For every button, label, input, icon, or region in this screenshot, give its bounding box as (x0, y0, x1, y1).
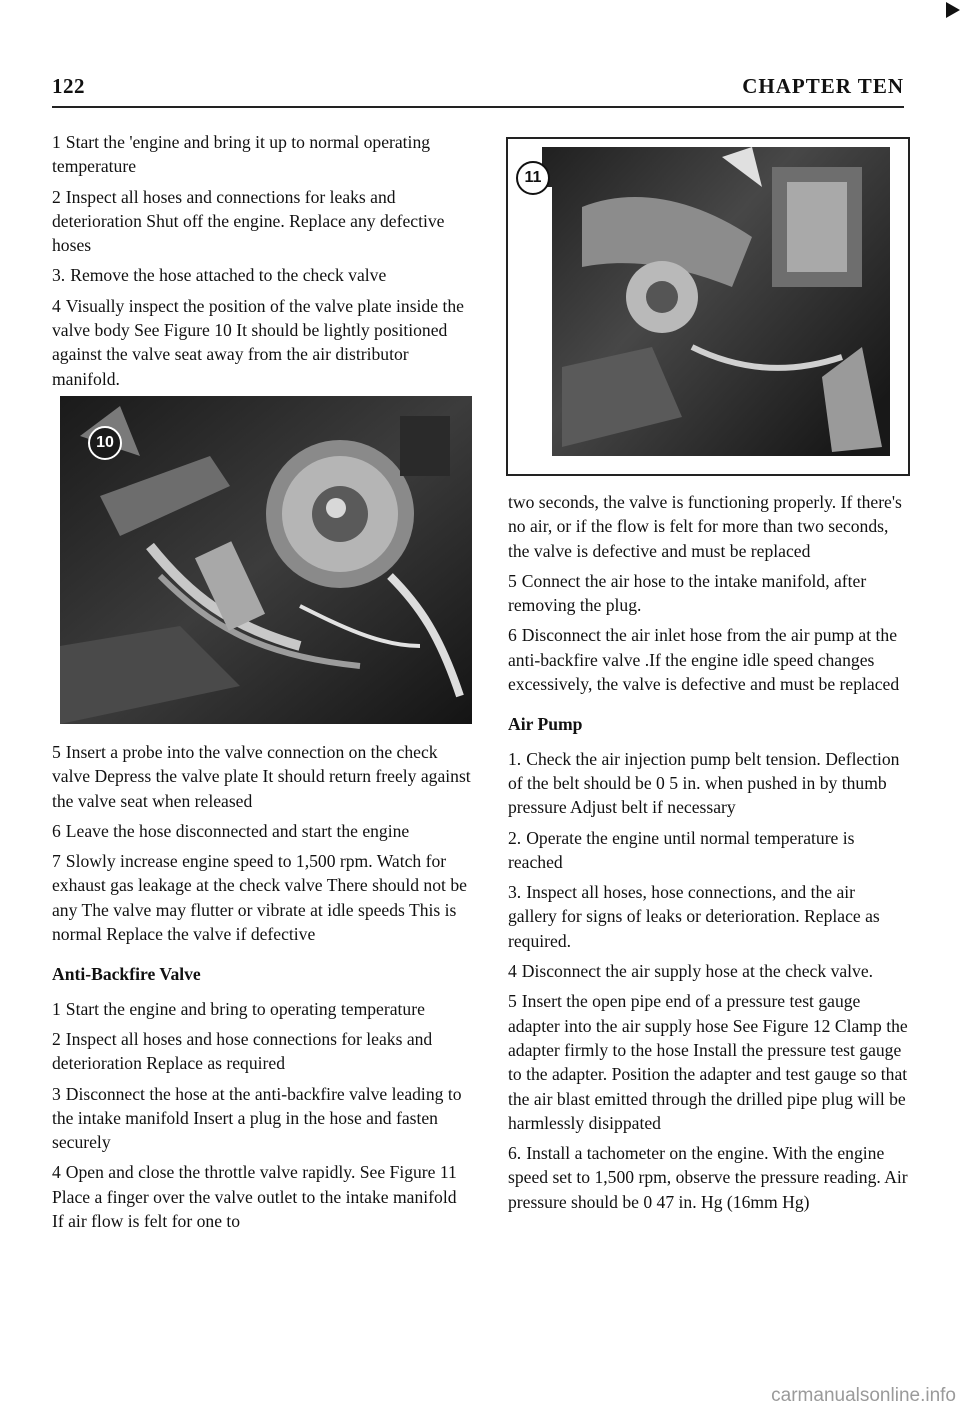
watermark: carmanualsonline.info (771, 1385, 956, 1406)
page-corner-marker (946, 2, 960, 18)
continued-paragraph: two seconds, the valve is functioning properly. If there's no air, or if the flow is felt for more than two seconds, the valve is defective and must be replaced (508, 492, 902, 561)
step-paragraph: 6 Disconnect the air inlet hose from the air pump at the anti-backfire valve .If the engine idle speed changes excessively, the valve is defective and must be replaced (508, 625, 900, 695)
step-paragraph: 4 Visually inspect the position of the valve plate inside the valve body See Figure 10 It should be lightly positioned against the valve seat away from the air distributor manifold. (52, 295, 464, 389)
figure-11-label: 11 (516, 161, 550, 195)
section-heading-air-pump: Air Pump (508, 714, 583, 735)
figure-10-label: 10 (88, 426, 122, 460)
step-paragraph: 3 Disconnect the hose at the anti-backfire valve leading to the intake manifold Insert a plug in the hose and fasten securely (52, 1083, 462, 1153)
left-column-top (52, 130, 472, 397)
left-column-bottom (52, 740, 472, 1239)
engine-photo-illustration (522, 147, 890, 456)
step-paragraph: 5 Insert the open pipe end of a pressure test gauge adapter into the air supply hose See Figure 12 Clamp the adapter firmly to the hose Install the pressure test gauge to the adapter. Position the adapter and test gauge so that the air blast emitted through the drilled pipe plug will be harmlessly disippated (508, 991, 908, 1133)
chapter-title: CHAPTER TEN (742, 74, 904, 98)
step-paragraph: 6 Leave the hose disconnected and start the engine (52, 820, 410, 841)
page-header (52, 74, 904, 108)
step-paragraph: 2 Inspect all hoses and connections for leaks and deterioration Shut off the engine. Replace any defective hoses (52, 186, 445, 256)
step-paragraph: 2 Inspect all hoses and hose connections for leaks and deterioration Replace as required (52, 1028, 433, 1074)
figure-10-photo (60, 396, 472, 724)
step-paragraph: 1 Start the engine and bring to operating temperature (52, 998, 425, 1019)
page-number: 122 (52, 74, 85, 98)
step-paragraph: 3. Inspect all hoses, hose connections, and the air gallery for signs of leaks or deterioration. Replace as required. (508, 882, 880, 951)
step-paragraph: 6. Install a tachometer on the engine. With the engine speed set to 1,500 rpm, observe the pressure reading. Air pressure should be 0 47 in. Hg (16mm Hg) (508, 1143, 908, 1212)
figure-11-image (522, 147, 894, 460)
step-paragraph: 2. Operate the engine until normal temperature is reached (508, 827, 855, 872)
step-paragraph: 5 Insert a probe into the valve connection on the check valve Depress the valve plate It should return freely against the valve seat when released (52, 742, 471, 811)
step-paragraph: 3. Remove the hose attached to the check valve (52, 265, 387, 286)
section-heading-anti-backfire: Anti-Backfire Valve (52, 964, 201, 985)
figure-11-photo (506, 137, 910, 476)
step-paragraph: 1 Start the 'engine and bring it up to normal operating temperature (52, 132, 431, 177)
step-paragraph: 4 Disconnect the air supply hose at the check valve. (508, 961, 874, 982)
step-paragraph: 7 Slowly increase engine speed to 1,500 rpm. Watch for exhaust gas leakage at the check valve There should not be any The valve may flutter or vibrate at idle speeds This is normal Replace the valve if defective (52, 851, 467, 945)
step-paragraph: 5 Connect the air hose to the intake manifold, after removing the plug. (508, 570, 867, 616)
step-paragraph: 1. Check the air injection pump belt tension. Deflection of the belt should be 0 5 in. when pushed in by thumb pressure Adjust belt if necessary (508, 748, 900, 818)
step-paragraph: 4 Open and close the throttle valve rapidly. See Figure 11 Place a finger over the valve outlet to the intake manifold If air flow is felt for one to (52, 1162, 457, 1232)
right-column (508, 490, 908, 1220)
